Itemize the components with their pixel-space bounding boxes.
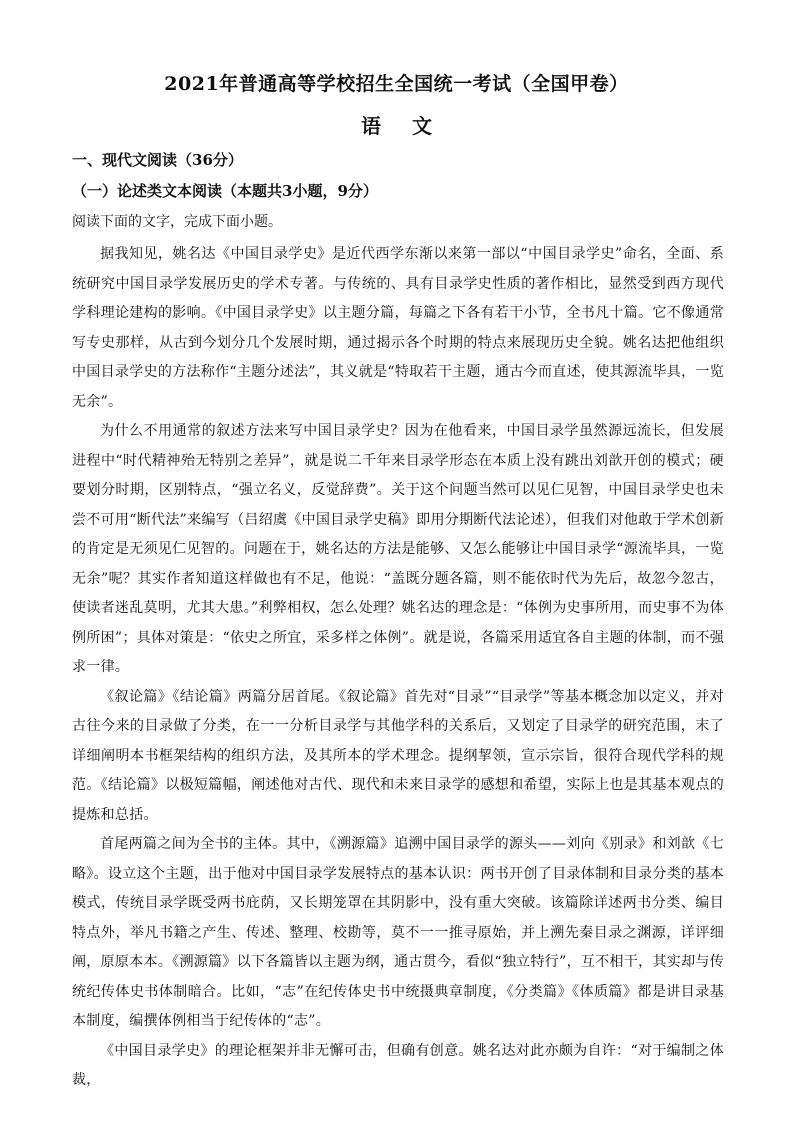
passage-paragraph-5: 《中国目录学史》的理论框架并非无懈可击，但确有创意。姚名达对此亦颇为自许：“对于编制之体裁，	[72, 1042, 724, 1088]
reading-instruction: 阅读下面的文字，完成下面小题。	[72, 214, 282, 230]
passage-paragraph-1: 据我知见，姚名达《中国目录学史》是近代西学东渐以来第一部以“中国目录学史”命名，全面、系统研究中国目录学发展历史的学术专著。与传统的、具有目录学史性质的著作相比，显然受到西方现代学科理论建构的影响。《中国目录学史》以主题分篇，每篇之下各有若干小节，全书凡十篇。它不像通常写专史那样，从古到今划分几个发展时期，通过揭示各个时期的特点来展现历史全貌。姚名达把他组织中国目录学史的方法称作“主题分述法”，其义就是“特取若干主题，通古今而直述，使其源流毕具，一览无余”。	[72, 246, 724, 410]
passage-body	[72, 240, 724, 1096]
section-heading: 一、现代文阅读（36分）	[72, 151, 243, 169]
passage-paragraph-4: 首尾两篇之间为全书的主体。其中，《溯源篇》追溯中国目录学的源头——刘向《别录》和刘歆《七略》。设立这个主题，出于他对中国目录学发展特点的基本认识：两书开创了目录体制和目录分类的基本模式，传统目录学既受两书庇荫，又长期笼罩在其阴影中，没有重大突破。该篇除详述两书分类、编目特点外，举凡书籍之产生、传述、整理、校勘等，莫不一一推寻原始，并上溯先秦目录之渊源，详评细阐，原原本本。《溯源篇》以下各篇皆以主题为纲，通古贯今，看似“独立特行”，互不相干，其实却与传统纪传体史书体制暗合。比如，“志”在纪传体史书中统摄典章制度，《分类篇》《体质篇》都是讲目录基本制度，编撰体例相当于纪传体的“志”。	[72, 836, 724, 1029]
subject-title: 语 文	[361, 114, 444, 138]
passage-paragraph-3: 《叙论篇》《结论篇》两篇分居首尾。《叙论篇》首先对“目录”“目录学”等基本概念加以定义，并对古往今来的目录做了分类，在一一分析目录学与其他学科的关系后，又划定了目录学的研究范围，末了详细阐明本书框架结构的组织方法，及其所本的学术理念。提纲挈领，宣示宗旨，很符合现代学科的规范。《结论篇》以极短篇幅，阐述他对古代、现代和未来目录学的感想和希望，实际上也是其基本观点的提炼和总括。	[72, 688, 724, 823]
exam-title: 2021年普通高等学校招生全国统一考试（全国甲卷）	[164, 73, 629, 95]
subsection-heading: （一）论述类文本阅读（本题共3小题，9分）	[72, 182, 378, 200]
passage-paragraph-2: 为什么不用通常的叙述方法来写中国目录学史？因为在他看来，中国目录学虽然源远流长，但发展进程中“时代精神殆无特别之差异”，就是说二千年来目录学形态在本质上没有跳出刘歆开创的模式；硬要划分时期，区别特点，“强立名义，反觉辞费”。关于这个问题当然可以见仁见智，中国目录学史也未尝不可用“断代法”来编写（吕绍虞《中国目录学史稿》即用分期断代法论述），但我们对他敢于学术创新的肯定是无须见仁见智的。问题在于，姚名达的方法是能够、又怎么能够让中国目录学“源流毕具，一览无余”呢？其实作者知道这样做也有不足，他说：“盖既分题各篇，则不能依时代为先后，故忽今忽古，使读者迷乱莫明，尤其大患。”利弊相权，怎么处理？姚名达的理念是：“体例为史事所用，而史事不为体例所困”；具体对策是：“依史之所宜，采多样之体例”。就是说，各篇采用适宜各自主题的体制，而不强求一律。	[72, 423, 724, 675]
